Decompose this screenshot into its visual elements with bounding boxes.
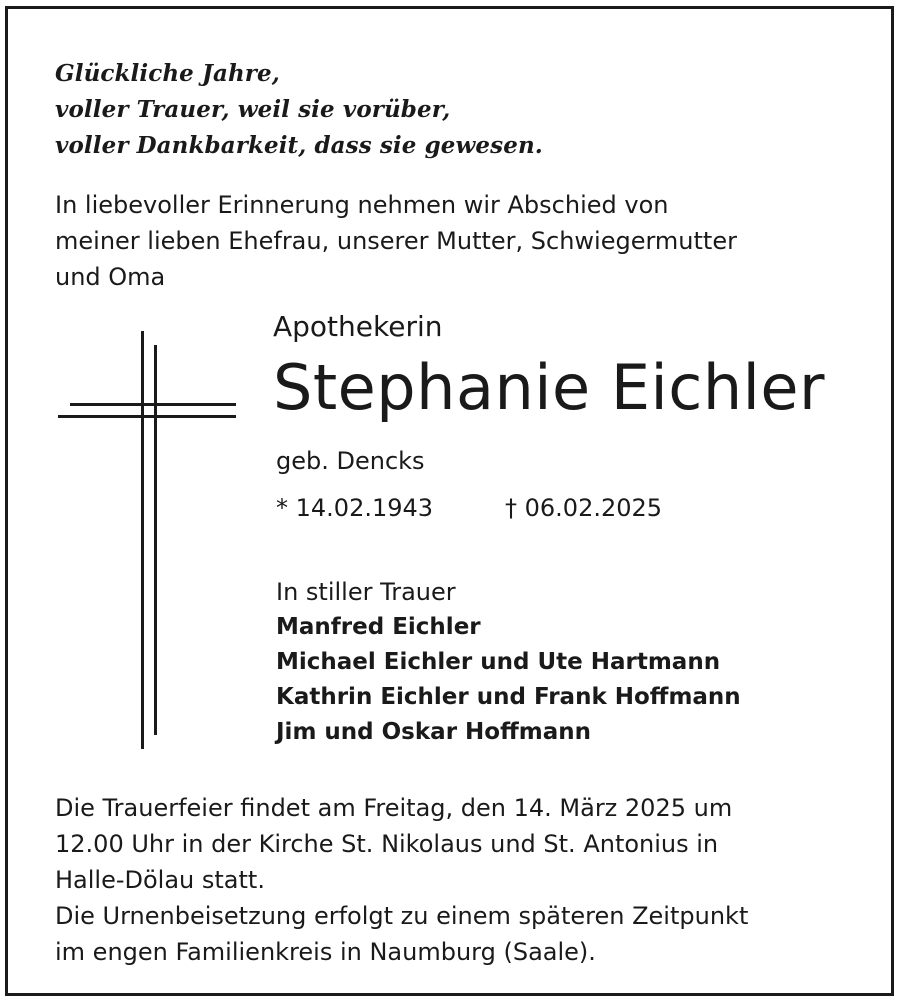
funeral-info-line: Die Urnenbeisetzung erfolgt zu einem späteren Zeitpunkt: [55, 902, 749, 930]
poem-line: voller Trauer, weil sie vorüber,: [55, 96, 451, 123]
birth-date: * 14.02.1943: [276, 494, 434, 522]
birth-name: geb. Dencks: [276, 447, 425, 475]
funeral-info: [55, 790, 855, 970]
mourner-name: Kathrin Eichler und Frank Hoffmann: [276, 684, 741, 710]
obituary-card: [5, 6, 894, 996]
intro-line: und Oma: [55, 263, 166, 291]
mourners-block: [276, 575, 741, 750]
mourners-heading: In stiller Trauer: [276, 578, 456, 606]
mourner-name: Jim und Oskar Hoffmann: [276, 719, 591, 745]
deceased-title: Apothekerin: [273, 310, 443, 343]
funeral-info-line: Halle-Dölau statt.: [55, 866, 265, 894]
funeral-info-line: 12.00 Uhr in der Kirche St. Nikolaus und St. Antonius in: [55, 830, 719, 858]
funeral-info-line: im engen Familienkreis in Naumburg (Saale).: [55, 938, 596, 966]
poem: [55, 56, 543, 164]
cross-icon: [58, 331, 238, 749]
intro-line: meiner lieben Ehefrau, unserer Mutter, Schwiegermutter: [55, 227, 737, 255]
intro-line: In liebevoller Erinnerung nehmen wir Abschied von: [55, 191, 669, 219]
mourner-name: Michael Eichler und Ute Hartmann: [276, 649, 721, 675]
intro-text: [55, 187, 855, 295]
death-date: † 06.02.2025: [505, 494, 663, 522]
poem-line: voller Dankbarkeit, dass sie gewesen.: [55, 132, 543, 159]
mourner-name: Manfred Eichler: [276, 614, 481, 640]
funeral-info-line: Die Trauerfeier findet am Freitag, den 14. März 2025 um: [55, 794, 733, 822]
poem-line: Glückliche Jahre,: [55, 60, 280, 87]
deceased-name: Stephanie Eichler: [273, 351, 825, 424]
